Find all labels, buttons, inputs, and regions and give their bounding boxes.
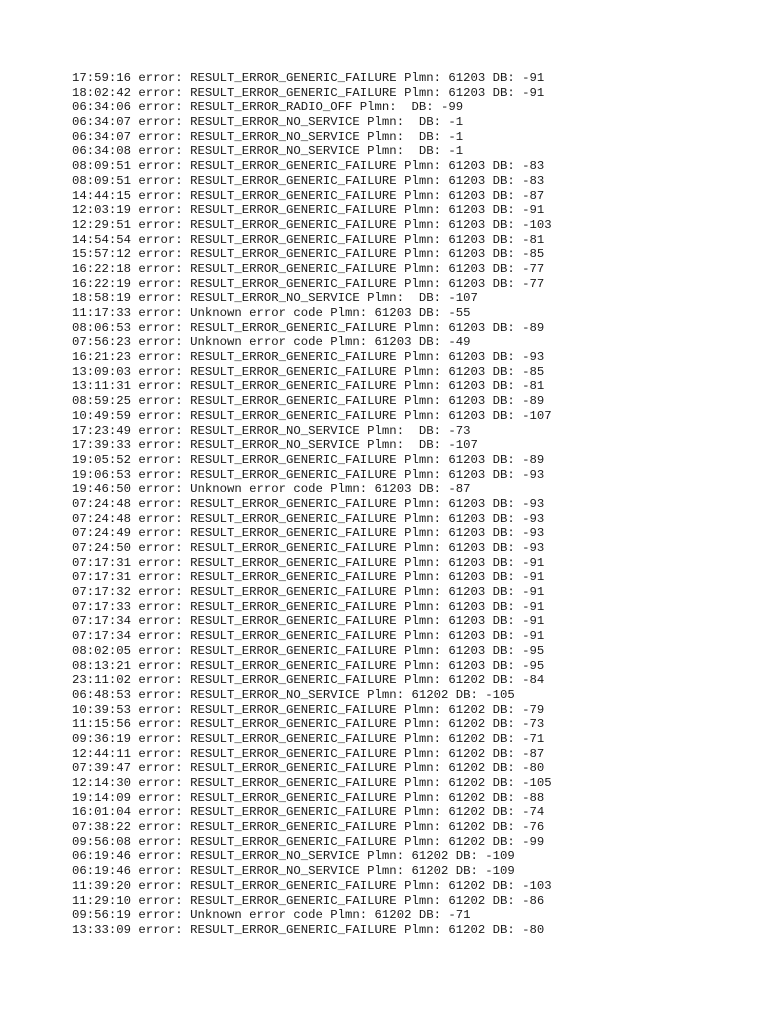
log-line: 19:06:53 error: RESULT_ERROR_GENERIC_FAILURE Plmn: 61203 DB: -93 xyxy=(72,467,545,482)
log-line: 06:48:53 error: RESULT_ERROR_NO_SERVICE Plmn: 61202 DB: -105 xyxy=(72,687,515,702)
log-line: 09:36:19 error: RESULT_ERROR_GENERIC_FAILURE Plmn: 61202 DB: -71 xyxy=(72,731,545,746)
log-line: 07:24:49 error: RESULT_ERROR_GENERIC_FAILURE Plmn: 61203 DB: -93 xyxy=(72,526,545,541)
log-line: 08:02:05 error: RESULT_ERROR_GENERIC_FAILURE Plmn: 61203 DB: -95 xyxy=(72,643,545,658)
log-line: 07:24:48 error: RESULT_ERROR_GENERIC_FAILURE Plmn: 61203 DB: -93 xyxy=(72,511,545,526)
log-line: 07:24:48 error: RESULT_ERROR_GENERIC_FAILURE Plmn: 61203 DB: -93 xyxy=(72,496,545,511)
log-line: 14:54:54 error: RESULT_ERROR_GENERIC_FAILURE Plmn: 61203 DB: -81 xyxy=(72,232,545,247)
log-line: 15:57:12 error: RESULT_ERROR_GENERIC_FAILURE Plmn: 61203 DB: -85 xyxy=(72,247,545,262)
log-line: 06:19:46 error: RESULT_ERROR_NO_SERVICE Plmn: 61202 DB: -109 xyxy=(72,849,515,864)
log-line: 11:39:20 error: RESULT_ERROR_GENERIC_FAILURE Plmn: 61202 DB: -103 xyxy=(72,878,552,893)
log-line: 13:09:03 error: RESULT_ERROR_GENERIC_FAILURE Plmn: 61203 DB: -85 xyxy=(72,364,545,379)
log-line: 17:59:16 error: RESULT_ERROR_GENERIC_FAILURE Plmn: 61203 DB: -91 xyxy=(72,71,545,85)
log-line: 13:11:31 error: RESULT_ERROR_GENERIC_FAILURE Plmn: 61203 DB: -81 xyxy=(72,379,545,394)
log-line: 10:49:59 error: RESULT_ERROR_GENERIC_FAILURE Plmn: 61203 DB: -107 xyxy=(72,408,552,423)
log-line: 10:39:53 error: RESULT_ERROR_GENERIC_FAILURE Plmn: 61202 DB: -79 xyxy=(72,702,545,717)
log-line: 07:17:31 error: RESULT_ERROR_GENERIC_FAILURE Plmn: 61203 DB: -91 xyxy=(72,555,545,570)
log-line: 11:17:33 error: Unknown error code Plmn: 61203 DB: -55 xyxy=(72,306,471,320)
log-line: 07:56:23 error: Unknown error code Plmn: 61203 DB: -49 xyxy=(72,335,471,350)
log-line: 06:19:46 error: RESULT_ERROR_NO_SERVICE Plmn: 61202 DB: -109 xyxy=(72,864,515,879)
log-line: 18:58:19 error: RESULT_ERROR_NO_SERVICE Plmn: DB: -107 xyxy=(72,291,478,306)
log-line: 08:13:21 error: RESULT_ERROR_GENERIC_FAILURE Plmn: 61203 DB: -95 xyxy=(72,658,545,673)
log-line: 19:46:50 error: Unknown error code Plmn: 61203 DB: -87 xyxy=(72,482,471,497)
log-line: 07:17:34 error: RESULT_ERROR_GENERIC_FAILURE Plmn: 61203 DB: -91 xyxy=(72,629,545,644)
log-line: 09:56:19 error: Unknown error code Plmn: 61202 DB: -71 xyxy=(72,908,471,923)
log-line: 12:14:30 error: RESULT_ERROR_GENERIC_FAILURE Plmn: 61202 DB: -105 xyxy=(72,776,552,790)
log-line: 18:02:42 error: RESULT_ERROR_GENERIC_FAILURE Plmn: 61203 DB: -91 xyxy=(72,85,545,100)
log-line: 12:29:51 error: RESULT_ERROR_GENERIC_FAILURE Plmn: 61203 DB: -103 xyxy=(72,217,552,232)
log-line: 12:44:11 error: RESULT_ERROR_GENERIC_FAILURE Plmn: 61202 DB: -87 xyxy=(72,746,545,761)
log-line: 08:09:51 error: RESULT_ERROR_GENERIC_FAILURE Plmn: 61203 DB: -83 xyxy=(72,173,545,188)
log-line: 19:05:52 error: RESULT_ERROR_GENERIC_FAILURE Plmn: 61203 DB: -89 xyxy=(72,452,545,467)
log-line: 07:39:47 error: RESULT_ERROR_GENERIC_FAILURE Plmn: 61202 DB: -80 xyxy=(72,761,545,776)
log-line: 12:03:19 error: RESULT_ERROR_GENERIC_FAILURE Plmn: 61203 DB: -91 xyxy=(72,203,545,218)
log-line: 06:34:06 error: RESULT_ERROR_RADIO_OFF Plmn: DB: -99 xyxy=(72,100,464,115)
log-line: 23:11:02 error: RESULT_ERROR_GENERIC_FAILURE Plmn: 61202 DB: -84 xyxy=(72,673,545,688)
log-line: 06:34:07 error: RESULT_ERROR_NO_SERVICE Plmn: DB: -1 xyxy=(72,115,464,130)
log-line: 07:17:33 error: RESULT_ERROR_GENERIC_FAILURE Plmn: 61203 DB: -91 xyxy=(72,599,545,614)
log-line: 07:38:22 error: RESULT_ERROR_GENERIC_FAILURE Plmn: 61202 DB: -76 xyxy=(72,820,545,835)
log-line: 19:14:09 error: RESULT_ERROR_GENERIC_FAILURE Plmn: 61202 DB: -88 xyxy=(72,790,545,805)
log-text-view xyxy=(72,71,752,938)
log-line: 07:17:31 error: RESULT_ERROR_GENERIC_FAILURE Plmn: 61203 DB: -91 xyxy=(72,570,545,585)
log-line: 06:34:07 error: RESULT_ERROR_NO_SERVICE Plmn: DB: -1 xyxy=(72,129,464,144)
log-line: 08:59:25 error: RESULT_ERROR_GENERIC_FAILURE Plmn: 61203 DB: -89 xyxy=(72,394,545,409)
log-line: 17:39:33 error: RESULT_ERROR_NO_SERVICE Plmn: DB: -107 xyxy=(72,438,478,453)
log-line: 14:44:15 error: RESULT_ERROR_GENERIC_FAILURE Plmn: 61203 DB: -87 xyxy=(72,188,545,203)
log-line: 08:06:53 error: RESULT_ERROR_GENERIC_FAILURE Plmn: 61203 DB: -89 xyxy=(72,320,545,335)
log-line: 16:21:23 error: RESULT_ERROR_GENERIC_FAILURE Plmn: 61203 DB: -93 xyxy=(72,350,545,365)
log-line: 13:33:09 error: RESULT_ERROR_GENERIC_FAILURE Plmn: 61202 DB: -80 xyxy=(72,922,545,937)
log-line: 16:01:04 error: RESULT_ERROR_GENERIC_FAILURE Plmn: 61202 DB: -74 xyxy=(72,805,545,820)
log-line: 07:24:50 error: RESULT_ERROR_GENERIC_FAILURE Plmn: 61203 DB: -93 xyxy=(72,541,545,555)
log-line: 17:23:49 error: RESULT_ERROR_NO_SERVICE Plmn: DB: -73 xyxy=(72,423,471,438)
log-line: 16:22:18 error: RESULT_ERROR_GENERIC_FAILURE Plmn: 61203 DB: -77 xyxy=(72,261,545,276)
log-line: 06:34:08 error: RESULT_ERROR_NO_SERVICE Plmn: DB: -1 xyxy=(72,144,464,159)
log-line: 07:17:34 error: RESULT_ERROR_GENERIC_FAILURE Plmn: 61203 DB: -91 xyxy=(72,614,545,629)
log-line: 16:22:19 error: RESULT_ERROR_GENERIC_FAILURE Plmn: 61203 DB: -77 xyxy=(72,276,545,291)
log-line: 11:15:56 error: RESULT_ERROR_GENERIC_FAILURE Plmn: 61202 DB: -73 xyxy=(72,717,545,732)
log-line: 08:09:51 error: RESULT_ERROR_GENERIC_FAILURE Plmn: 61203 DB: -83 xyxy=(72,159,545,174)
log-line: 09:56:08 error: RESULT_ERROR_GENERIC_FAILURE Plmn: 61202 DB: -99 xyxy=(72,834,545,849)
log-line: 11:29:10 error: RESULT_ERROR_GENERIC_FAILURE Plmn: 61202 DB: -86 xyxy=(72,893,545,908)
log-line: 07:17:32 error: RESULT_ERROR_GENERIC_FAILURE Plmn: 61203 DB: -91 xyxy=(72,585,545,600)
